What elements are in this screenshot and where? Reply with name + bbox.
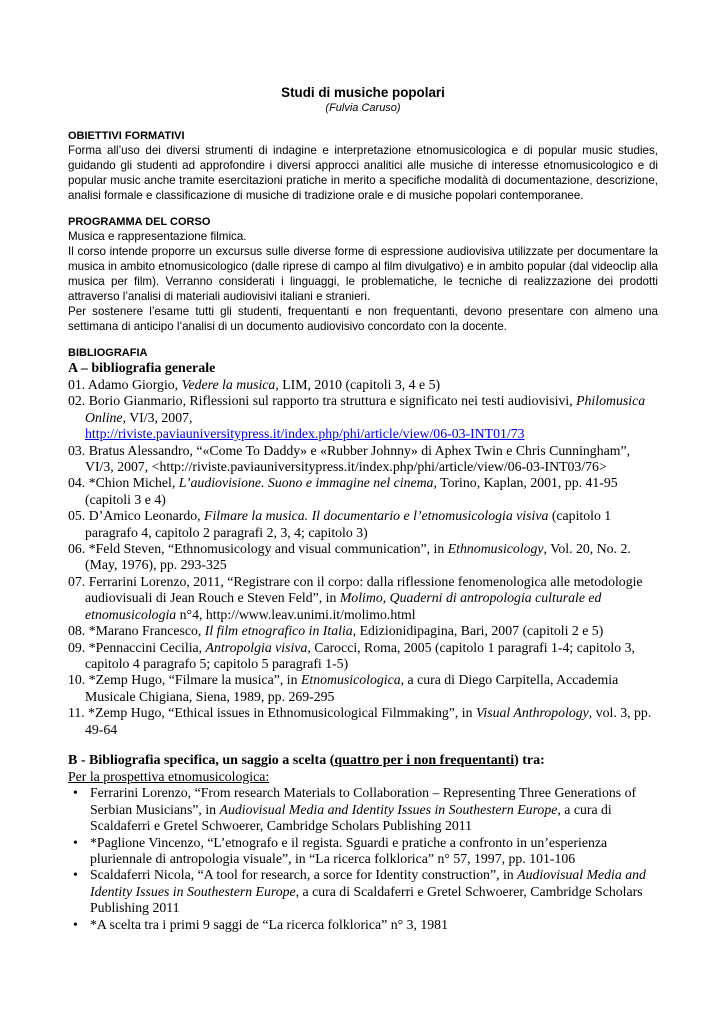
bullet-icon: • bbox=[73, 867, 78, 883]
section-obiettivi bbox=[68, 129, 658, 203]
reference-item bbox=[68, 623, 658, 639]
programma-subtitle: Musica e rappresentazione filmica. bbox=[68, 230, 247, 243]
reference-item bbox=[68, 377, 658, 393]
reference-text: , Torino, Kaplan, 2001, pp. 41-95 (capitoli 3 e 4) bbox=[85, 475, 618, 507]
bullet-text: , a cura di Scaldaferri e Gretel Schwoerer, Cambridge Scholars Publishing 2011 bbox=[90, 801, 612, 834]
reference-text: , VI/3, 2007, bbox=[122, 409, 193, 425]
bullet-icon: • bbox=[73, 785, 78, 801]
bullet-text: Ferrarini Lorenzo, “From research Materials to Collaboration – Representing Three Generations of Serbian Musicians”, in bbox=[90, 785, 637, 817]
reference-text: 05. D’Amico Leonardo, bbox=[68, 508, 205, 524]
reference-text: , Vol. 20, No. 2. (May, 1976), pp. 293-325 bbox=[85, 541, 631, 573]
bullet-item bbox=[68, 917, 658, 933]
reference-title: Molimo, Quaderni di antropologia culturale ed etnomusicologia bbox=[85, 590, 602, 622]
bullet-item bbox=[68, 785, 658, 834]
reference-item bbox=[68, 475, 658, 508]
reference-text: 11. *Zemp Hugo, “Ethical issues in Ethnomusicological Filmmaking”, in bbox=[68, 705, 476, 721]
reference-text: 01. Adamo Giorgio, bbox=[68, 377, 182, 392]
reference-text: , Carocci, Roma, 2005 (capitolo 1 paragrafi 1-4; capitolo 3, capitolo 4 paragrafo 5; capitolo 5 paragrafi 1-5) bbox=[85, 639, 635, 671]
reference-title: Philomusica Online bbox=[85, 393, 646, 425]
reference-item bbox=[68, 705, 658, 738]
programma-exam-text: Per sostenere l’esame tutti gli studenti, frequentanti e non frequentanti, devono presentare con almeno una settimana di anticipo l’analisi di un documento audiovisivo concordato con la docente. bbox=[68, 305, 658, 333]
reference-title: Etnomusicologica bbox=[300, 672, 401, 688]
reference-title: Vedere la musica bbox=[181, 377, 276, 392]
heading-bibliografia: BIBLIOGRAFIA bbox=[68, 347, 148, 359]
bullet-icon: • bbox=[73, 916, 78, 932]
reference-text: , vol. 3, pp. 49-64 bbox=[85, 705, 652, 737]
bullet-title: Audiovisual Media and Identity Issues in Southestern Europe bbox=[219, 801, 558, 817]
bibliografia-generale-heading: A – bibliografia generale bbox=[68, 361, 216, 376]
reference-text: 09. *Pennaccini Cecilia, bbox=[68, 639, 206, 655]
reference-text: 07. Ferrarini Lorenzo, 2011, “Registrare con il corpo: dalla riflessione fenomenologica alle metodologie audiovisuali di Jean Rouch e Steven Feld”, in bbox=[68, 573, 643, 606]
bullet-title: Audiovisual Media and Identity Issues in Southestern Europe bbox=[90, 867, 646, 899]
reference-item bbox=[68, 508, 658, 541]
bullet-item bbox=[68, 867, 658, 916]
bullet-item bbox=[68, 835, 658, 868]
document-page bbox=[68, 84, 658, 933]
programma-text: Il corso intende proporre un excursus sulle diverse forme di espressione audiovisiva utilizzate per documentare la musica in ambito etnomusicologico (dalle riprese di campo al film divulgativo) e in ambito popular (dal videoclip alla musica per film). Verranno considerati i linguaggi, le problematiche, le tecniche di realizzazione dei prodotti attraverso l’analisi di materiali audiovisivi italiani e stranieri. bbox=[68, 245, 658, 303]
reference-link[interactable]: http://riviste.paviauniversitypress.it/index.php/phi/article/view/06-03-INT01/73 bbox=[85, 426, 525, 442]
section-bibliografia bbox=[68, 346, 658, 933]
reference-text: 03. Bratus Alessandro, “«Come To Daddy» e «Rubber Johnny» di Aphex Twin e Chris Cunningham”, VI/3, 2007, <http://riviste.paviauniversitypress.it/index.php/phi/article/view/06-03-INT03/76> bbox=[68, 442, 631, 475]
bullet-text: Scaldaferri Nicola, “A tool for research, a sorce for Identity construction”, in bbox=[90, 867, 518, 883]
non-frequentanti-note: quattro per i non frequentanti bbox=[334, 752, 515, 768]
reference-text: , LIM, 2010 (capitoli 3, 4 e 5) bbox=[275, 377, 441, 392]
bullet-text: *Paglione Vincenzo, “L’etnografo e il regista. Sguardi e pratiche a confronto in un’esperienza pluriennale di antropologia visuale”, in “La ricerca folklorica” n° 57, 1997, pp. 101-106 bbox=[90, 834, 608, 866]
reference-item bbox=[68, 393, 658, 442]
reference-text: , Edizionidipagina, Bari, 2007 (capitoli 2 e 5) bbox=[352, 623, 604, 639]
heading-obiettivi: OBIETTIVI FORMATIVI bbox=[68, 130, 185, 142]
reference-title: L’audiovisione. Suono e immagine nel cinema bbox=[178, 475, 434, 491]
reference-title: Ethnomusicology bbox=[447, 541, 544, 557]
reference-text: 08. *Marano Francesco, bbox=[68, 623, 205, 639]
reference-text: 10. *Zemp Hugo, “Filmare la musica”, in bbox=[68, 672, 301, 688]
reference-text: n°4, http://www.leav.unimi.it/molimo.html bbox=[176, 606, 416, 622]
reference-item bbox=[68, 640, 658, 673]
reference-text: 02. Borio Gianmario, Riflessioni sul rapporto tra struttura e significato nei testi audiovisivi, bbox=[68, 393, 577, 409]
bullet-list bbox=[68, 785, 658, 933]
section-programma bbox=[68, 215, 658, 334]
reference-title: Antropolgia visiva bbox=[205, 639, 308, 655]
reference-item bbox=[68, 574, 658, 623]
reference-item bbox=[68, 672, 658, 705]
reference-text: 06. *Feld Steven, “Ethnomusicology and visual communication”, in bbox=[68, 541, 448, 557]
reference-title: Il film etnografico in Italia bbox=[204, 623, 353, 639]
reference-item bbox=[68, 443, 658, 476]
reference-text: , a cura di Diego Carpitella, Accademia Musicale Chigiana, Siena, 1989, pp. 269-295 bbox=[85, 672, 619, 704]
reference-list bbox=[68, 377, 658, 738]
reference-text: 04. *Chion Michel, bbox=[68, 475, 179, 491]
bullet-icon: • bbox=[73, 834, 78, 850]
obiettivi-text: Forma all’uso dei diversi strumenti di indagine e interpretazione etnomusicologica e di popular music studies, guidando gli studenti ad approfondire i diversi approcci analitici alle musiche di interesse etnomusicologico e di popular music anche tramite esercitazioni pratiche in merito a specifiche modalità di documentazione, descrizione, analisi formale e classificazione di musiche di tradizione orale e di musiche popolari contemporanee. bbox=[68, 144, 658, 202]
page-title: Studi di musiche popolari bbox=[281, 85, 445, 100]
reference-item bbox=[68, 541, 658, 574]
bullet-text: , a cura di Scaldaferri e Gretel Schwoerer, Cambridge Scholars Publishing 2011 bbox=[90, 883, 643, 916]
reference-title: Filmare la musica. Il documentario e l’etnomusicologia visiva bbox=[204, 508, 549, 524]
bibliografia-specifica-heading: B - Bibliografia specifica, un saggio a scelta (quattro per i non frequentanti) tra: bbox=[68, 752, 545, 768]
author-line: (Fulvia Caruso) bbox=[325, 102, 401, 114]
reference-title: Visual Anthropology bbox=[475, 705, 589, 721]
bullet-text: *A scelta tra i primi 9 saggi de “La ricerca folklorica” n° 3, 1981 bbox=[90, 916, 448, 932]
reference-text: (capitolo 1 paragrafo 4, capitolo 2 paragrafi 2, 3, 4; capitolo 3) bbox=[85, 508, 612, 540]
prospettiva-label: Per la prospettiva etnomusicologica: bbox=[68, 768, 270, 784]
heading-programma: PROGRAMMA DEL CORSO bbox=[68, 216, 211, 228]
